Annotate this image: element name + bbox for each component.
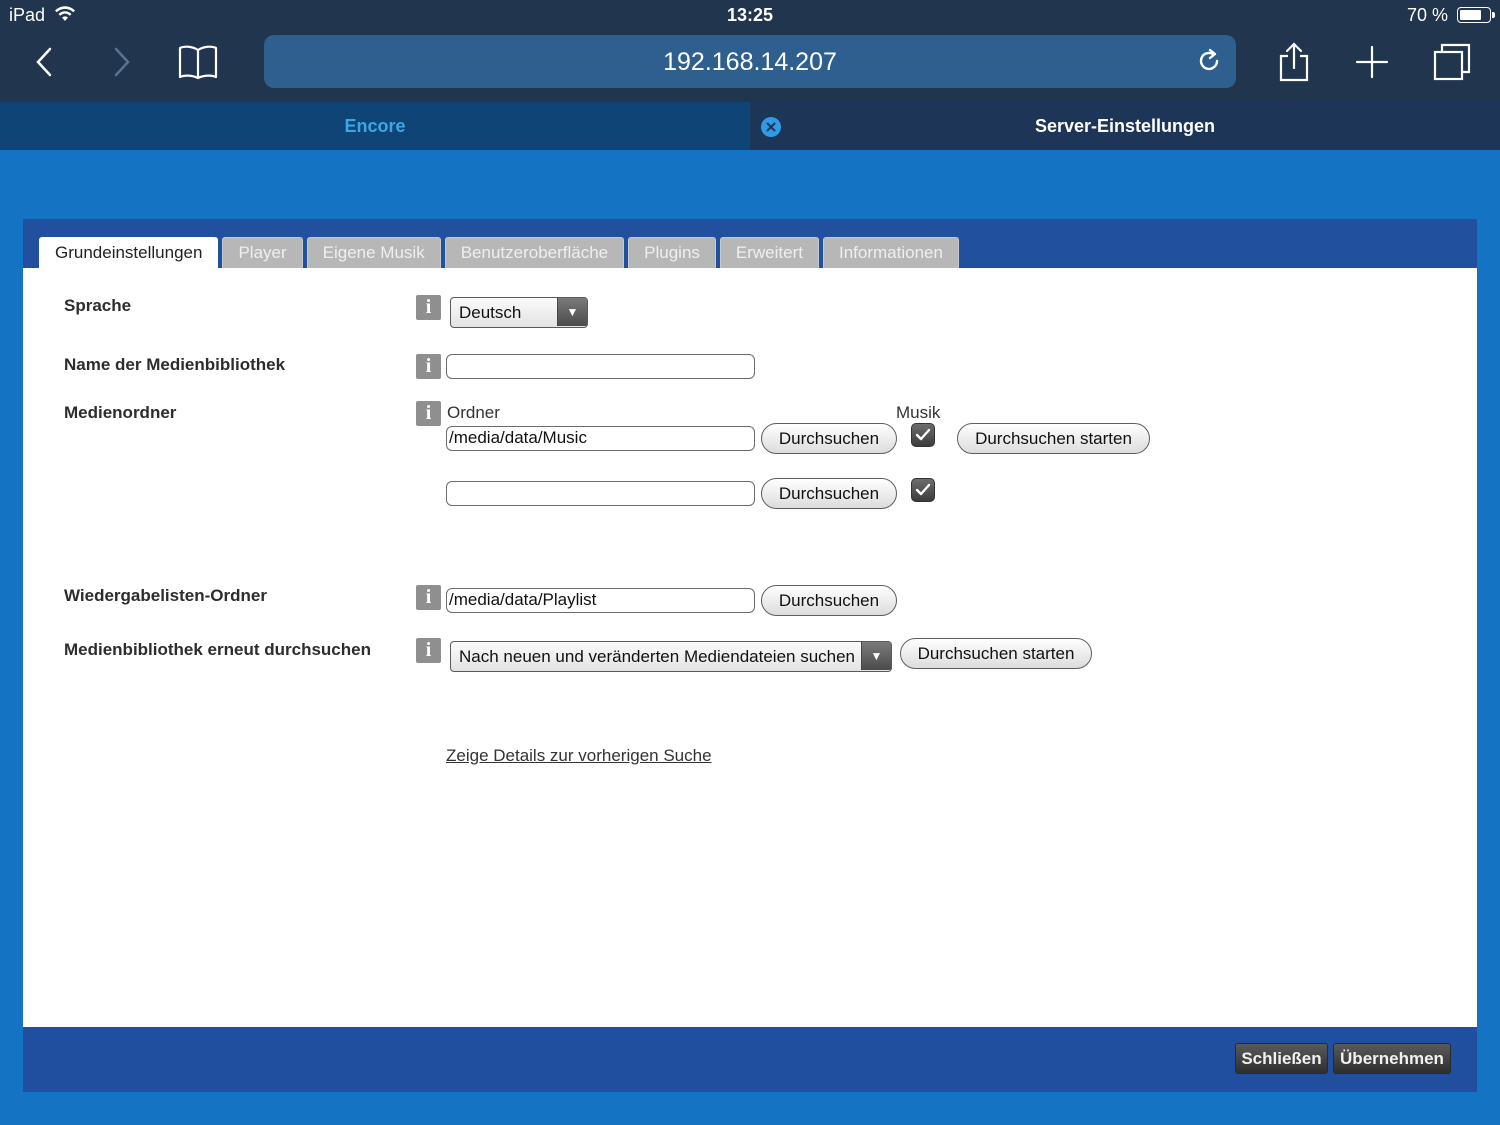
tab-erweitert[interactable]: Erweitert [720, 237, 819, 268]
share-icon[interactable] [1272, 40, 1316, 84]
language-select[interactable] [450, 297, 588, 328]
playlist-folder-label: Wiedergabelisten-Ordner [64, 586, 267, 605]
language-select-value: Deutsch [459, 303, 522, 322]
battery-percent: 70 % [1406, 5, 1448, 25]
browser-chrome [0, 0, 1500, 102]
media-folder-label: Medienordner [64, 403, 177, 422]
playlist-browse-button[interactable]: Durchsuchen [761, 585, 897, 616]
browse-button[interactable]: Durchsuchen [761, 423, 897, 454]
scan-details-link[interactable]: Zeige Details zur vorherigen Suche [446, 746, 712, 765]
browse-button-2[interactable]: Durchsuchen [761, 478, 897, 509]
browser-tab-server-settings[interactable]: Server-Einstellungen [750, 102, 1500, 150]
rescan-label: Medienbibliothek erneut durchsuchen [64, 640, 371, 659]
dialog-footer [23, 1027, 1477, 1092]
tab-plugins[interactable]: Plugins [628, 237, 716, 268]
media-folder-path-input-2[interactable] [446, 481, 755, 506]
media-folder-path-input[interactable]: /media/data/Music [446, 426, 755, 451]
music-column-header: Musik [896, 403, 941, 422]
bookmarks-icon[interactable] [176, 40, 220, 84]
info-icon[interactable]: i [416, 354, 441, 379]
rescan-mode-select[interactable] [450, 641, 892, 672]
tab-informationen[interactable]: Informationen [823, 237, 959, 268]
browser-tab-bar [0, 102, 1500, 150]
rescan-start-button[interactable]: Durchsuchen starten [900, 638, 1092, 669]
tabs-overview-icon[interactable] [1430, 40, 1474, 84]
battery-icon [1457, 7, 1491, 23]
settings-dialog [23, 219, 1477, 1092]
reload-icon[interactable] [1192, 44, 1226, 78]
chevron-down-icon: ▼ [557, 298, 587, 326]
language-label: Sprache [64, 296, 132, 315]
library-name-label: Name der Medienbibliothek [64, 355, 286, 374]
tab-eigene-musik[interactable]: Eigene Musik [307, 237, 441, 268]
apply-button[interactable]: Übernehmen [1333, 1043, 1451, 1074]
playlist-folder-input[interactable]: /media/data/Playlist [446, 588, 755, 613]
close-tab-icon[interactable] [761, 117, 781, 137]
start-scan-button[interactable]: Durchsuchen starten [957, 423, 1150, 454]
new-tab-icon[interactable] [1350, 40, 1394, 84]
status-time: 13:25 [726, 5, 774, 25]
folder-column-header: Ordner [447, 403, 500, 422]
url-text: 192.168.14.207 [663, 48, 837, 76]
info-icon[interactable]: i [416, 295, 441, 320]
status-device: iPad [9, 5, 46, 25]
music-checkbox-2[interactable] [911, 478, 935, 502]
back-icon[interactable] [22, 40, 66, 84]
tab-benutzeroberflaeche[interactable]: Benutzeroberfläche [445, 237, 624, 268]
info-icon[interactable]: i [416, 585, 441, 610]
chevron-down-icon: ▼ [861, 642, 891, 670]
info-icon[interactable]: i [416, 638, 441, 663]
settings-tab-bar [39, 237, 959, 268]
address-bar[interactable] [264, 35, 1236, 88]
tab-grundeinstellungen[interactable]: Grundeinstellungen [39, 237, 218, 268]
tab-player[interactable]: Player [222, 237, 302, 268]
rescan-mode-value: Nach neuen und veränderten Mediendateien suchen [459, 647, 856, 666]
forward-icon[interactable] [100, 40, 144, 84]
browser-tab-encore[interactable]: Encore [0, 102, 750, 150]
close-button[interactable]: Schließen [1235, 1043, 1328, 1074]
info-icon[interactable]: i [416, 401, 441, 426]
library-name-input[interactable] [446, 354, 755, 379]
settings-panel [23, 268, 1477, 1027]
music-checkbox[interactable] [911, 423, 935, 447]
